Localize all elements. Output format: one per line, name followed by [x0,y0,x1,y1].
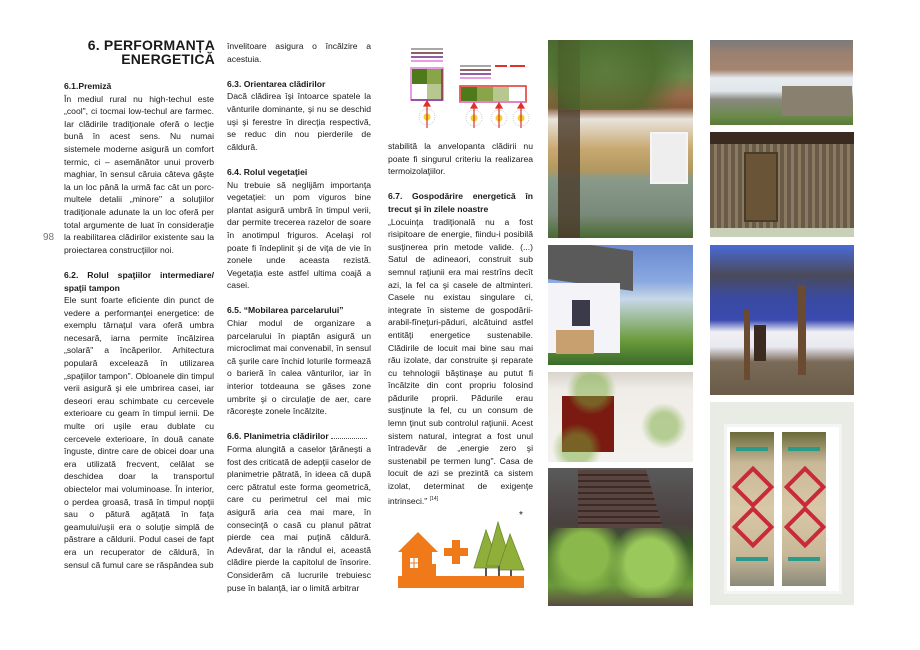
text-column-1 [64,80,214,571]
section-body-6-7: „Locuinţa tradiţională nu a fost risipitoare de energie, fiindu-i posibilă susţinerea prin metode valide. (...) Satul de adineaori, construit sub semnul raţiunii era mai restrîns decît azi, la fel ca şi casele de altminteri. Casele nu existau singulare ci, integrate în sisteme de gospodării-arabil-fîneţuri-păduri, alcătuind astfel entităţi energetice sustenabile. Clădirile de locuit mai bine sau mai rău izolate, dar construite şi reparate cu tehnologii băştinaşe au putut fi încălzite din cont propriu folosind pădurile proprii. Pădurile erau susţinute la fel, cu un consum de lemn ţinut sub controlul raţiunii. Acest sistem natural, integrat a fost unul întradevăr de „energie zero şi sustenabil pe termen lung". Casa de locuit de azi se prezintă ca sistem izolat, determinat de exigenţe intrinseci." [14] [388,216,533,506]
dotted-leader [331,430,367,439]
text-column-2 [227,40,371,594]
photo-tiled-roof-greenery [548,468,693,606]
section-heading-6-7: 6.7. Gospodărire energetică în trecut şi în zilele noastre [388,191,533,214]
page-title [60,38,215,66]
title-line-1: 6. PERFORMANȚA [87,37,215,53]
page-number: 98 [43,232,55,243]
section-heading-6-5: 6.5. “Mobilarea parcelarului” [227,305,344,316]
section-body-6-3: Dacă clădirea îşi întoarce spatele la vânturile dominante, şi nu se deschid uşi şi ferestre în direcţia respectivă, se reduc din nou pierderile de căldură. [227,91,371,152]
section-body-6-4: Nu trebuie să neglijăm importanţa vegetaţiei: un pom viguros bine plantat asigură umbră în timpul verii, dar permite trecerea razelor de soare în anotimpul friguros. Acelaşi rol poate fi îndeplinit şi de viţa de vie în zonele unde aceasta rezistă. Vegetaţia este astfel ultima coajă a casei. [227,179,371,291]
title-line-2: ENERGETICĂ [121,51,215,67]
photo-old-white-house [710,40,853,125]
photo-blue-house-veranda [710,245,854,395]
photo-window-woven-rug [710,402,854,605]
section-heading-6-3: 6.3. Orientarea clădirilor [227,78,326,89]
section-heading-6-1: 6.1.Premiză [64,81,112,91]
photo-house-with-tree [548,40,693,238]
section-body-6-2-cont: învelitoare asigura o încălzire a acestuia. [227,41,371,64]
section-body-6-5: Chiar modul de organizare a parcelarului în piaptăn asigură un microclimat mai convenabil, în sensul că şurile care închid loturile formează o barieră în calea vânturilor, iar în interior totdeauna se găses zone umbrite şi o circulaţie de aer, care răcoreşte zonele încălzite. [227,318,371,417]
section-body-6-1: În mediul rural nu high-techul este „cool", ci tocmai low-techul are farmec. Iar clădirile tradiţionale oferă o lecţie bună în acest sens. Nu numai sistemele moderne asigură un comfort termic, ci – asemănător unui proverb maghiar, în sensul căruia câteva gâşte la un loc până la urmă fac cât un porc- multele detalii „minore" a soluţiilor tradiţionale adunate la un loc oferă per total argumente de luat în consideraţie la reabilitarea clădirilor existente sau la proiectarea construcţiilor noi. [64,93,214,255]
house-trees-diagram [390,508,535,593]
section-heading-6-2: 6.2. Rolul spaţiilor intermediare/ spaţii tampon [64,269,214,293]
citation: [14] [429,495,439,502]
house-plus-trees-icon [390,508,535,593]
section-heading-6-4: 6.4. Rolul vegetaţiei [227,166,308,177]
photo-white-house-porch [548,245,693,365]
photo-wooden-gate [710,132,854,237]
section-heading-6-6: 6.6. Planimetria clădirilor [227,430,371,443]
photo-red-window-vine [548,372,693,462]
plan-orientation-diagram [385,38,540,138]
section-body-6-6: Forma alungită a caselor ţărăneşti a fost des criticată de adepţii caselor de planimetrie pătrată, în ideea că după cerc pătratul este forma geometrică, care cu perimetrul cel mai mic asigură aria cea mai mare, în consecinţă o casă cu planul pătrat pierde cea mai puţină căldură. Adevărat, dar la rândul ei, această clădire pierde la capitolul de însorire. Considerăm că lucrurile trebuiesc puse în balanţă, iar o limită arbitrar [227,444,371,593]
section-body-6-6-cont: stabilită la anvelopanta clădirii nu poate fi singurul criteriu la realizarea termoizolaţiilor. [388,141,533,177]
plan-diagram-icon [385,38,540,138]
section-body-6-2: Ele sunt foarte eficiente din punct de vedere a performanţei energetice: de exemplu târnaţul vara oferă umbra necesară, iarna permite încălzirea „solară" a încăperilor. Arhitectura populară excelează în utilizarea „spaţiilor tampon". Obloanele din timpul verii asigură şi ele umbrirea casei, iar deseori erau schimbate cu cercevele exterioare cu geam în timpul iernii. De multe ori uşile erau dublate cu cercevele exterioare, în două canate înguste, dintre care de obicei doar una era utilizată frecvent, celălat se deschidea doar la transportul obiectelor mai voluminoase. În interior, o perdea groasă, trasă în timpul nopţii sau o pătură agăţată în faţa geamului/uşii era o soluţie simplă de păstrare a căldurii. Podul casei de fapt era un recuperator de căldură, în sensul că fumul care se răspândea sub [64,295,214,570]
asterisk-mark: * [519,510,523,521]
text-column-3 [388,140,533,507]
